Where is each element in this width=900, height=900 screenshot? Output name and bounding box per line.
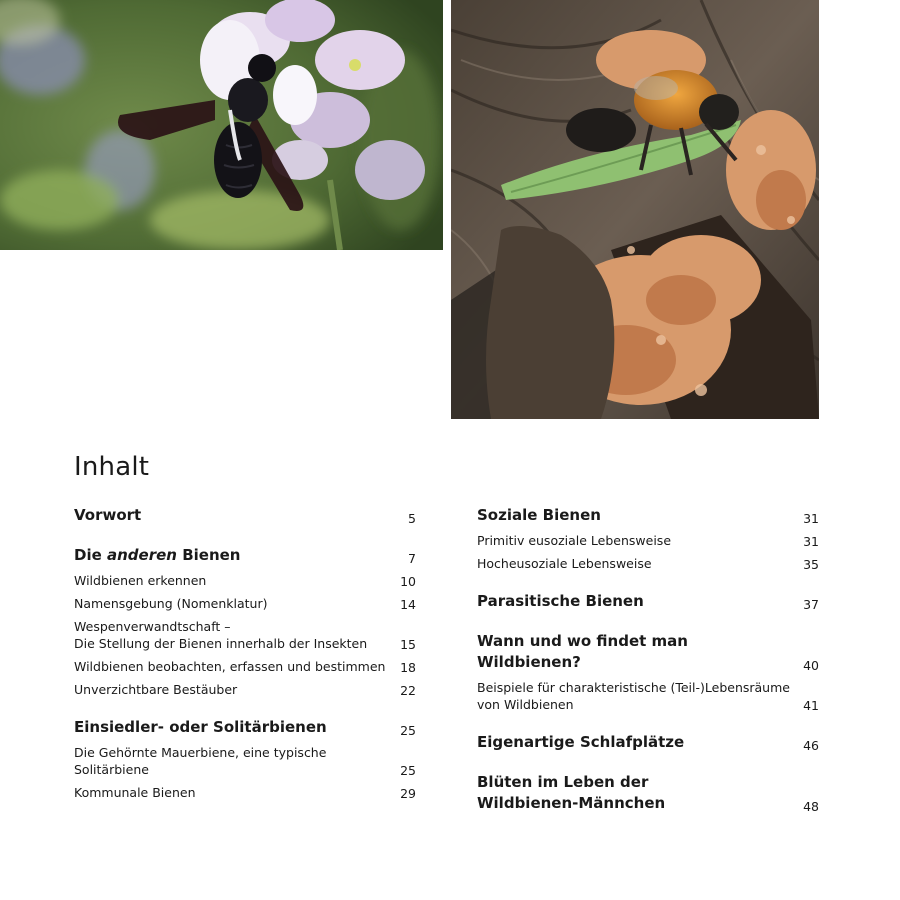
title-text: Kommunale Bienen [74, 785, 196, 800]
toc-entry-title [74, 595, 400, 612]
toc-entry-title [477, 631, 803, 673]
toc-page-number: 31 [803, 534, 819, 549]
toc-page-number: 31 [803, 511, 819, 526]
toc-section-entry[interactable] [477, 679, 819, 713]
title-line: Beispiele für charakteristische (Teil-)Lebensräume [477, 680, 790, 695]
title-text: Vorwort [74, 506, 142, 524]
toc-entry-title [74, 505, 408, 526]
title-text: Hocheusoziale Lebensweise [477, 556, 652, 571]
toc-page-number: 14 [400, 597, 416, 612]
toc-page-number: 5 [408, 511, 416, 526]
toc-page-number: 18 [400, 660, 416, 675]
title-text: Die Gehörnte Mauerbiene, eine typische Solitärbiene [74, 745, 327, 777]
toc-page-number: 22 [400, 683, 416, 698]
toc-chapter-entry[interactable] [477, 591, 819, 612]
toc-column-left [74, 505, 416, 801]
toc-page-number: 35 [803, 557, 819, 572]
title-text: Einsiedler- oder Solitärbienen [74, 718, 327, 736]
toc-entry-title [477, 732, 803, 753]
toc-entry-title [74, 618, 400, 652]
toc-entry-title [74, 572, 400, 589]
toc-section-entry[interactable] [74, 681, 416, 698]
title-line: Blüten im Leben der [477, 773, 649, 791]
toc-chapter-entry[interactable] [74, 545, 416, 566]
toc-section-entry[interactable] [74, 658, 416, 675]
toc-entry-title [74, 545, 408, 566]
title-line: von Wildbienen [477, 697, 574, 712]
title-text: Wildbienen beobachten, erfassen und bestimmen [74, 659, 386, 674]
toc-page-number: 41 [803, 698, 819, 713]
title-text: Soziale Bienen [477, 506, 601, 524]
toc-page-number: 7 [408, 551, 416, 566]
title-text: Wann und wo findet man Wildbienen? [477, 632, 688, 671]
toc-entry-title [74, 681, 400, 698]
title-text: Eigenartige Schlafplätze [477, 733, 685, 751]
title-text: Parasitische Bienen [477, 592, 644, 610]
title-text: Primitiv eusoziale Lebensweise [477, 533, 672, 548]
title-text: Wildbienen erkennen [74, 573, 207, 588]
toc-page-number: 25 [400, 723, 416, 738]
toc-page-number: 46 [803, 738, 819, 753]
title-line: Wespenverwandtschaft – [74, 619, 231, 634]
toc-entry-title [74, 744, 400, 778]
title-text: Bienen [176, 546, 241, 564]
title-text: Unverzichtbare Bestäuber [74, 682, 238, 697]
toc-page-number: 15 [400, 637, 416, 652]
toc-entry-title [74, 717, 400, 738]
carpenter-bee-photo [0, 0, 443, 250]
toc-entry-title [74, 784, 400, 801]
toc-column-right [477, 505, 819, 816]
toc-section-entry[interactable] [74, 572, 416, 589]
toc-section-entry[interactable] [477, 532, 819, 549]
toc-section-entry[interactable] [477, 555, 819, 572]
toc-chapter-entry[interactable] [74, 505, 416, 526]
toc-section-entry[interactable] [74, 784, 416, 801]
toc-chapter-entry[interactable] [477, 772, 819, 814]
title-emphasis: anderen [107, 546, 177, 564]
toc-entry-title [477, 591, 803, 612]
toc-entry-title [74, 658, 400, 675]
title-text: Die [74, 546, 107, 564]
toc-page-number: 37 [803, 597, 819, 612]
toc-chapter-entry[interactable] [74, 717, 416, 738]
toc-chapter-entry[interactable] [477, 732, 819, 753]
title-text: Namensgebung (Nomenklatur) [74, 596, 268, 611]
toc-section-entry[interactable] [74, 618, 416, 652]
toc-entry-title [477, 772, 803, 814]
toc-page-number: 10 [400, 574, 416, 589]
toc-page-number: 25 [400, 763, 416, 778]
toc-entry-title [477, 679, 803, 713]
toc-page-number: 48 [803, 799, 819, 814]
toc-chapter-entry[interactable] [477, 505, 819, 526]
toc-chapter-entry[interactable] [477, 631, 819, 673]
toc-page-number: 40 [803, 658, 819, 673]
toc-title: Inhalt [74, 452, 150, 482]
title-line: Die Stellung der Bienen innerhalb der Insekten [74, 636, 368, 651]
toc-entry-title [477, 532, 803, 549]
toc-entry-title [477, 555, 803, 572]
toc-section-entry[interactable] [74, 595, 416, 612]
leafcutter-bee-photo [451, 0, 819, 419]
toc-page-number: 29 [400, 786, 416, 801]
toc-section-entry[interactable] [74, 744, 416, 778]
title-line: Wildbienen-Männchen [477, 794, 666, 812]
toc-entry-title [477, 505, 803, 526]
